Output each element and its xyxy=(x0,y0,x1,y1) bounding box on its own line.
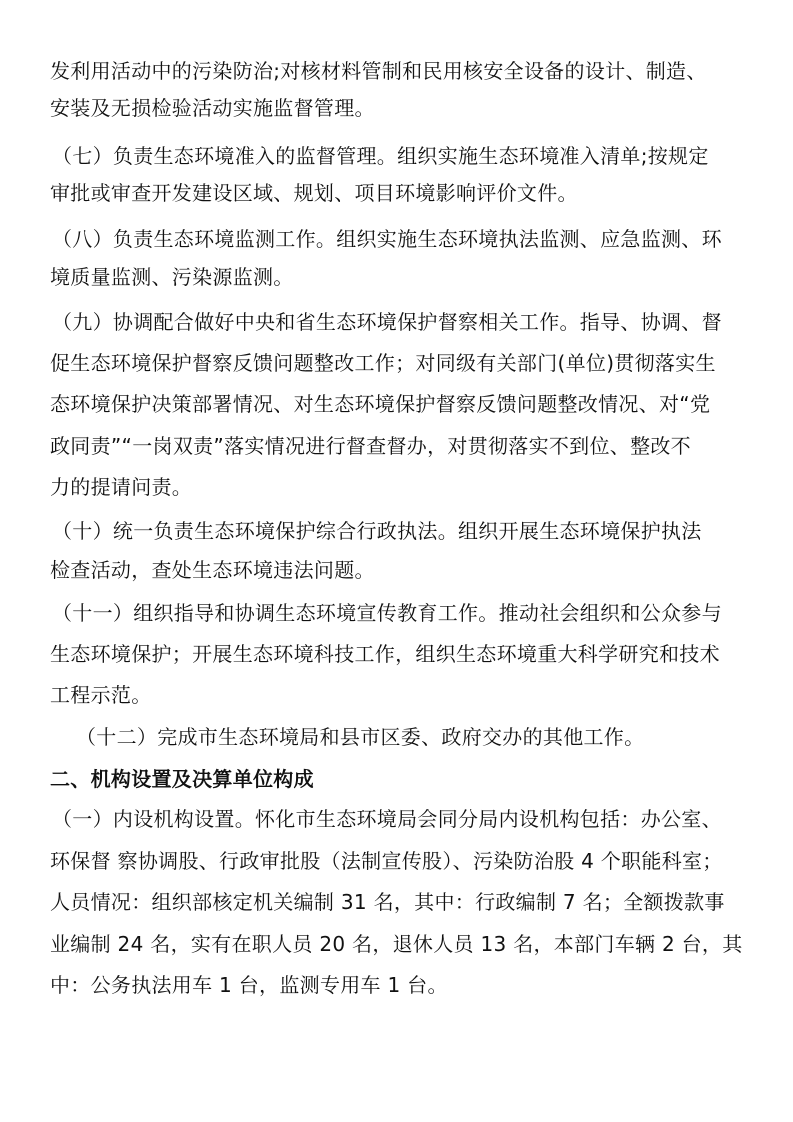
text-line-17: （十二）完成市生态环境局和县市区委、政府交办的其他工作。 xyxy=(76,725,645,749)
text-line-22: 业编制 24 名，实有在职人员 20 名，退休人员 13 名，本部门车辆 2 台，其 xyxy=(50,932,743,956)
text-line-11: 力的提请问责。 xyxy=(50,475,193,499)
text-line-23: 中：公务执法用车 1 台，监测专用车 1 台。 xyxy=(50,973,448,997)
text-line-2: 安装及无损检验活动实施监督管理。 xyxy=(50,96,375,120)
text-line-20: 环保督 察协调股、行政审批股（法制宣传股）、污染防治股 4 个职能科室； xyxy=(50,849,723,873)
text-line-14: （十一）组织指导和协调生态环境宣传教育工作。推动社会组织和公众参与 xyxy=(52,601,722,625)
text-line-3: （七）负责生态环境准入的监督管理。组织实施生态环境准入清单;按规定 xyxy=(52,144,709,168)
text-line-15: 生态环境保护；开展生态环境科技工作，组织生态环境重大科学研究和技术 xyxy=(50,642,720,666)
text-line-21: 人员情况：组织部核定机关编制 31 名，其中：行政编制 7 名；全额拨款事 xyxy=(50,890,725,914)
section-heading: 二、机构设置及决算单位构成 xyxy=(50,767,314,791)
text-line-7: （九）协调配合做好中央和省生态环境保护督察相关工作。指导、协调、督 xyxy=(52,310,722,334)
text-line-16: 工程示范。 xyxy=(50,683,152,707)
text-line-12: （十）统一负责生态环境保护综合行政执法。组织开展生态环境保护执法 xyxy=(52,519,702,543)
text-line-10: 政同责”“一岗双责”落实情况进行督查督办，对贯彻落实不到位、整改不 xyxy=(50,434,691,458)
text-line-4: 审批或审查开发建设区域、规划、项目环境影响评价文件。 xyxy=(50,181,578,205)
text-line-1: 发利用活动中的污染防治;对核材料管制和民用核安全设备的设计、制造、 xyxy=(50,59,707,83)
text-line-13: 检查活动，查处生态环境违法问题。 xyxy=(50,558,375,582)
text-line-5: （八）负责生态环境监测工作。组织实施生态环境执法监测、应急监测、环 xyxy=(52,227,722,251)
text-line-6: 境质量监测、污染源监测。 xyxy=(50,265,294,289)
text-line-19: （一）内设机构设置。怀化市生态环境局会同分局内设机构包括：办公室、 xyxy=(52,807,722,831)
text-line-8: 促生态环境保护督察反馈问题整改工作；对同级有关部门(单位)贯彻落实生 xyxy=(50,351,716,375)
text-line-9: 态环境保护决策部署情况、对生态环境保护督察反馈问题整改情况、对“党 xyxy=(50,392,711,416)
